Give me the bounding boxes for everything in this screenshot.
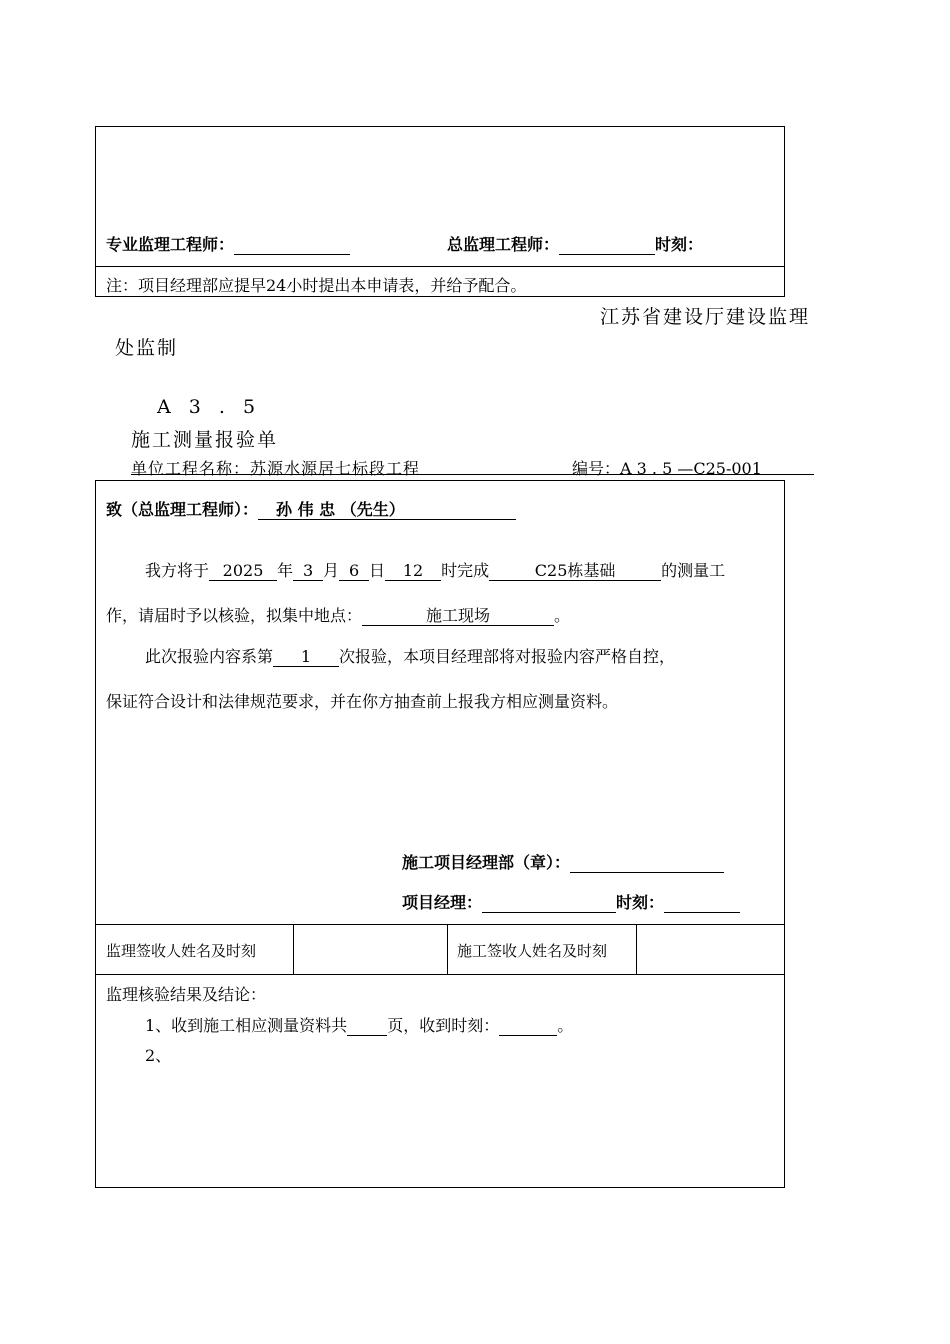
main-divider-2 xyxy=(95,974,785,975)
chief-engineer-label: 总监理工程师： xyxy=(447,235,560,254)
chief-engineer-blank[interactable] xyxy=(559,236,655,255)
receipt-time-blank[interactable] xyxy=(499,1017,557,1036)
hour-field[interactable]: 12 xyxy=(385,562,441,581)
contractor-receipt-field[interactable] xyxy=(637,925,784,974)
dept-signature: 施工项目经理部（章）： xyxy=(402,850,724,873)
to-name[interactable]: 孙 伟 忠 （先生） xyxy=(258,501,516,520)
issuer-line2: 处监制 xyxy=(115,337,179,359)
issuer-line1: 江苏省建设厅建设监理 xyxy=(600,306,811,328)
form-number: 编号：A 3 . 5 —C25-001 xyxy=(572,459,762,478)
pages-blank[interactable] xyxy=(347,1017,387,1036)
month-field[interactable]: 3 xyxy=(293,562,323,581)
year-field[interactable]: 2025 xyxy=(209,562,277,581)
main-form-table xyxy=(95,480,785,1188)
work-item-field[interactable]: C25栋基础 xyxy=(489,562,661,581)
paragraph1-line2: 作，请届时予以核验，拟集中地点： 施工现场 。 xyxy=(106,606,571,625)
top-table-divider xyxy=(95,266,785,267)
supervisor-receipt-field[interactable] xyxy=(294,925,447,974)
contractor-receipt-label: 施工签收人姓名及时刻 xyxy=(457,942,608,960)
receipt-col-2 xyxy=(447,924,448,974)
conclusion-item1: 1、收到施工相应测量资料共 页，收到时刻： 。 xyxy=(145,1016,574,1035)
pm-time-blank[interactable] xyxy=(664,894,740,913)
form-title: 施工测量报验单 xyxy=(131,429,279,451)
top-note: 注：项目经理部应提早24小时提出本申请表，并给予配合。 xyxy=(106,276,527,295)
times-field[interactable]: 1 xyxy=(273,648,339,667)
specialist-engineer-signature xyxy=(106,232,350,255)
addressee-line xyxy=(106,497,516,520)
supervisor-receipt-label: 监理签收人姓名及时刻 xyxy=(106,942,257,960)
paragraph1-line1: 我方将于 2025 年 3 月 6 日 12 时完成 C25栋基础 的测量工 xyxy=(145,561,726,580)
pm-signature: 项目经理： 时刻： xyxy=(402,890,740,913)
paragraph2-line1: 此次报验内容系第 1 次报验，本项目经理部将对报验内容严格自控， xyxy=(145,647,676,666)
specialist-engineer-label: 专业监理工程师： xyxy=(106,235,235,254)
specialist-engineer-blank[interactable] xyxy=(234,236,350,255)
pm-blank[interactable] xyxy=(482,894,616,913)
top-time-label: 时刻： xyxy=(655,235,704,254)
conclusion-item2: 2、 xyxy=(145,1046,172,1065)
location-field[interactable]: 施工现场 xyxy=(362,607,554,626)
top-signature-table xyxy=(95,126,785,297)
form-code: A 3 . 5 xyxy=(157,396,262,418)
dept-blank[interactable] xyxy=(570,854,724,873)
paragraph2-line2: 保证符合设计和法律规范要求，并在你方抽查前上报我方相应测量资料。 xyxy=(106,692,619,711)
unit-project-name: 单位工程名称：苏源水源居七标段工程 xyxy=(131,459,421,478)
header-underline xyxy=(131,474,814,475)
chief-engineer-signature xyxy=(447,232,703,255)
day-field[interactable]: 6 xyxy=(339,562,369,581)
conclusion-heading: 监理核验结果及结论： xyxy=(106,985,267,1004)
to-label: 致（总监理工程师）： xyxy=(106,500,259,519)
